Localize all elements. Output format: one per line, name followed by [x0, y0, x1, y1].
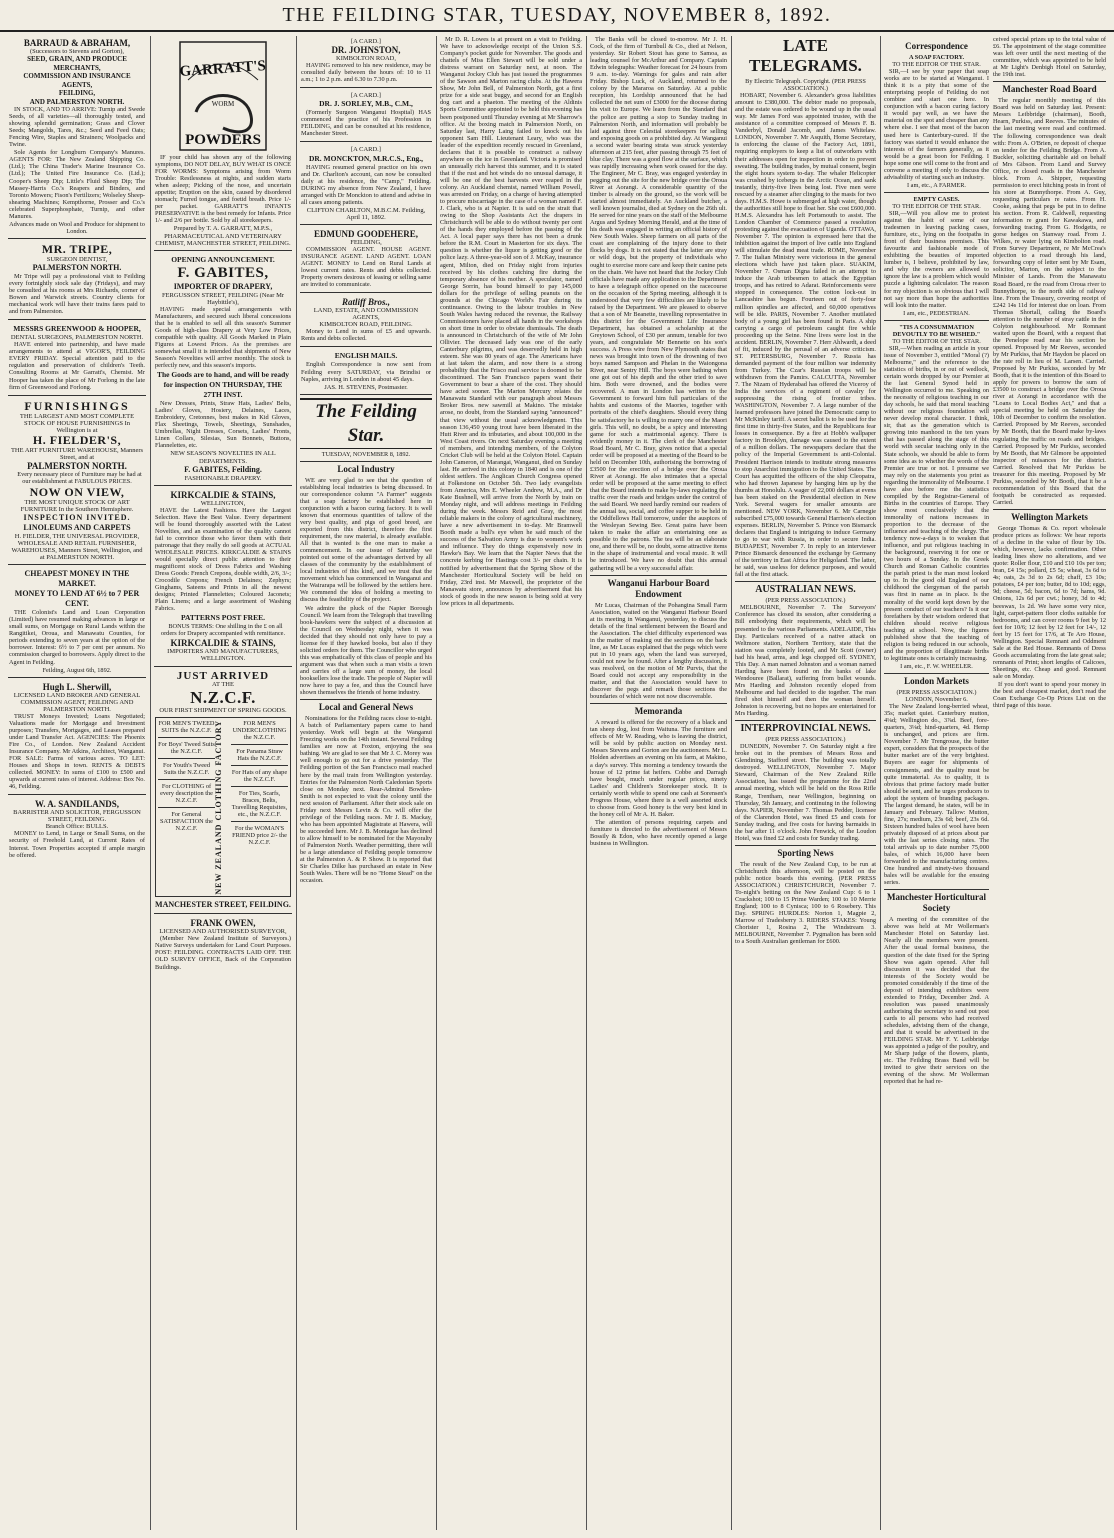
- issue-date: TUESDAY, NOVEMBER 8, 1892.: [321, 450, 411, 458]
- ad-body: THE Colonist's Land and Loan Corporation (Limited) have resumed making advances in large or small sums, on Mortgage on Rural Lands within the Rangitikei, Oroua, and Manawatu Counties, for periods extending to seven years at the option of the borrower. Interest: 6½ to 7 per cent per annum. No commission charged to borrowers. Apply direct to the Agent in Feilding.: [9, 609, 145, 666]
- news-body: Nominations for the Feilding races close to-night. A batch of Parliamentary papers came to hand yesterday. Work will begin at the Wanganui Freezing works on the 14th instant. Several Feilding families are now at Foxton, enjoying the sea bathing. We are glad to see that Mr J. C. Morey was well enough to go out for a drive yesterday. The Feilding portion of the San Francisco mail reached here by the mail train from Wellington yesterday. Entries for the Palmerston North Caledonian Sports close on Monday next. Rear-Admiral Bowden-Smith is not expected to visit the colony until the next session of Parliament. After their stock sale on Friday next Messrs Levin & Co. will offer the privilege of the Feilding races. Mr J. B. Mackay, who has been appointed Magistrate at Hawera, will be succeeded here. Mr J. B. Montague has declined to allow himself to be nominated for the Mayoralty of Palmerston North. Weather permitting, there will be a large attendance of Feilding people tomorrow at the Palmerston A. & P. Show. It is reported that Sir Charles Dilke has purchased an estate in New South Wales. There will be no "Home Stead" on the occasion.: [300, 715, 432, 885]
- news-body: If you don't want to spend your money in the best and cheapest market, don't read the Coan Exchange Co-Op Prices List on the third page of this issue.: [993, 681, 1106, 710]
- column-4: [440, 36, 582, 1530]
- ad-sub: FERGUSSON STREET, FEILDING (Near Mr Haybittle's),: [161, 291, 285, 306]
- section-heading: Memoranda: [590, 703, 727, 717]
- letter-sign: I am, etc., F. W. WHEELER.: [900, 662, 973, 670]
- ad-foot: H. FIELDER, THE UNIVERSAL PROVIDER, WHOLESALE AND RETAIL FURNISHER, WAREHOUSES, Manners Street, Wellington, and at PALMERSTON NORTH.: [11, 533, 143, 562]
- ad-sign: JAS. H. STEVENS, Postmaster.: [324, 383, 408, 391]
- ad-body: COMMISSION AGENT. HOUSE AGENT. INSURANCE AGENT. LAND AGENT. LOAN AGENT. MONEY to Lend on Rural Lands at lowest current rates. Rents and debts collected. Property owners desirous of leasing or selling same are invited to communicate.: [301, 245, 431, 289]
- ad-heading: H. FIELDER'S,: [32, 432, 122, 447]
- ad-sub: LICENSED LAND BROKER AND GENERAL COMMISSION AGENT, FEILDING AND PALMERSTON NORTH.: [13, 691, 141, 713]
- section-heading: London Markets: [884, 673, 989, 687]
- nzcf-table: [155, 717, 291, 898]
- ad-line: AND PALMERSTON NORTH.: [29, 97, 125, 106]
- letter-body: SIR,—When reading an article in your issue of November 3, entitled "Moral (?) Melbourne," and the reference to the statistics of births, in or out of wedlock, certain words dropped by our Premier at the last General Synod held in Wellington occurred to me. Speaking on the necessity of religious teaching in our day schools, he said that moral teaching without our religious foundation will never develop moral character. I think, sir, that as the generation which is growing into manhood in the ten years that has passed along the stage of this world with secular teaching only in the State schools, we should be able to form some idea as to whether the words of the Premier are true or not. I presume we may rely on the statements you print as regarding the immorality of Melbourne. I have also before me the statistics compiled by the Registrar-General of Births in the countries of Europe. They show most conclusively that the immorality of nations increases in proportion to the decrease of the influence and teaching of the clergy. The tendency now-a-days is to weaken that influence, and put religious teaching in the background, reserving it for one or two hours of a Sunday. In the Greek Church and Roman Catholic countries the parish priest is the man most looked up to. In the good old England of our childhood the clergyman of the parish was first in name as in place. Is the morality of the world kept down by the present conduct of our teachers? Is it our forefathers by their wisdom ordered that children should receive religious teaching at school. Now, the figures published show that the teaching of religion is being reduced in our schools, and the proportion of illegitimate births to legitimate ones is certainly increasing.: [884, 344, 989, 662]
- ad-heading: W. A. SANDILANDS,: [35, 799, 119, 810]
- ad-heading: JUST ARRIVED: [176, 669, 270, 682]
- letter-to: TO THE EDITOR OF THE STAR.: [892, 61, 981, 69]
- letter-to: TO THE EDITOR OF THE STAR.: [892, 202, 981, 210]
- ad-heading: DR. JOHNSTON,: [331, 45, 401, 56]
- nzcf-item: FOR MEN'S TWEED SUITS the N.Z.C.F.: [158, 719, 215, 734]
- svg-text:POWDERS: POWDERS: [185, 132, 261, 148]
- ad-sub: OUR FIRST SHIPMENT OF SPRING GOODS.: [159, 706, 287, 714]
- column-2: [154, 36, 292, 1530]
- ad-heading: Ratliff Bros.,: [341, 297, 391, 308]
- ad-sub: BARRISTER AND SOLICITOR, FERGUSSON STREET, FEILDING.: [13, 809, 141, 824]
- news-body: The result of the New Zealand Cup, to be run at Christchurch this afternoon, will be posted on the public notice boards this evening. (PER PRESS ASSOCIATION.) CHRISTCHURCH, November 7. To-night's betting on the New Zealand Cup: 6 to 1 Crackshot; 100 to 15 Prime Warden; 100 to 10 Merrie England; 100 to 8 Cynisca; 100 to 6 Rosebery. This Day. SPRING HURDLES: Norton 1, Magpie 2, Marrow of Tradesberry 3. RIDERS STAKES: Young Chorister 1, Rosina 2, The Windstream 3. MELBOURNE, November 7. Pygmalion has been sold to a South Australian gentleman for £600.: [735, 860, 876, 946]
- ad-heading: EDMUND GOODEHERE,: [313, 228, 418, 239]
- column-6: [735, 36, 876, 1530]
- news-body: DUNEDIN, November 7. On Saturday night a fire broke out in the premises of Messrs Ross and Glendining, Stafford street. The building was totally destroyed. WELLINGTON, November 7. Major Steward, Chairman of the New Zealand Rifle Association, has issued the programme for the 22nd annual meeting, which will be held on the Ross Rifle Range, Trentham, near Wellington, beginning on Thursday, 5th January, and continuing in the following days. NAPIER, November 7. Thomas Pedder, licensee of the Clarendon Hotel, was fined £5 and costs for Sunday trading, and five costs for having barmaids in the bar after 11 o'clock. John Fenwick, of the Loudon Hotel, was fined £2 and costs for Sunday trading.: [735, 743, 876, 842]
- card-label: [A CARD.]: [351, 38, 381, 45]
- ad-heading: CHEAPEST MONEY IN THE MARKET.: [24, 569, 130, 589]
- letter-body: SIR,—Will you allow me to protest against the habit of some of our tradesmen in leaving packing cases, furniture, etc., lying on the footpaths in front of their business premises. This favourite and fashionable mode of exhibiting the beauties of imported lumber is, I believe, prohibited by law, and why the owners are allowed to ignore the law is a problem which would puzzle a lightning calculator. The reason for my objection is so obvious that I will not say more than hope the authorities will look into the matter.: [884, 209, 989, 309]
- section-heading: Manchester Road Board: [993, 81, 1106, 95]
- news-body: MELBOURNE, November 7. The Surveyors' Conference has closed its session, after considering a Bill embodying their requirements, which will be presented to the various Parliaments. ADELAIDE, This Day. Particulars received of a native attack on Weltmore station, Northern Territory, state that the station was completely looted, and Mr Scott (owner) had his head, arms, and legs chopped off. SYDNEY, This Day. A man named Johnston and a woman named Harding have been found on the banks of lake Wendouree (Ballarat), suffering from bullet wounds. Mrs Harding and Johnston recently eloped from Melbourne and had decided to die together. The man fired shot himself and then the woman herself. Johnston is recovering, but no hopes are entertained for Mrs Harding.: [735, 604, 876, 718]
- ad-heading: ENGLISH MAILS.: [334, 351, 398, 361]
- ad-line: SEED, GRAIN, AND PRODUCE MERCHANTS,: [27, 55, 127, 72]
- ad-foot: Feilding, August 6th, 1892.: [42, 666, 112, 674]
- letter-title: EMPTY CASES.: [913, 195, 960, 203]
- section-heading: Wanganui Harbour Board Endowment: [590, 575, 727, 600]
- letter-sign: I am, etc., A FARMER.: [906, 181, 966, 189]
- ad-barraud: [8, 36, 146, 239]
- column-5: [590, 36, 727, 1530]
- ad-sub: AT THE: [212, 680, 234, 688]
- nzcf-item: For General SATISFACTION the N.Z.C.F.: [160, 810, 213, 832]
- letter-title: "TIS A CONSUMMATION DEVOUTLY TO BE WISHED.": [892, 323, 981, 338]
- ad-body: HAVING made special arrangements with Manufacturers, and secured such liberal concessions that he is enabled to sell all this season's Summer Goods of high-class Drapery at Very Low Prices, compatible with quality. All Goods Marked in Plain Figures at Lowest Prices. As the premises are somewhat small it is intended that shipments of New Season's Novelties will arrive monthly. The stock is perfectly new, and this season's imports.: [155, 305, 291, 370]
- section-sub: (PER PRESS ASSOCIATION.): [765, 736, 846, 744]
- ad-money: [8, 567, 146, 677]
- nzcf-item: FOR MEN'S UNDERCLOTHING the N.Z.C.F.: [232, 719, 287, 741]
- column-rule: [436, 36, 437, 1530]
- ad-heading: MR. TRIPE,: [41, 241, 113, 256]
- news-body: George Thomas & Co. report wholesale produce prices as follows: We hear reports of a decline in the value of flour by 10s. which, however, lacks confirmation. Other leading lines show no alterations, and we quote: Roller flour, £10 and £10 10s per ton; bran, £4 15s; pollard, £5 5s; wheat, 3s 6d to 4s; oats, 2s 3d to 2s 6d; chaff, £3 10s; potatoes, £4 per ton; butter, 8d to 10d; eggs, 9d; cheese, 5d; bacon, 6d to 7d; hams, 9d. Onions, 12s 6d per cwt.; honey, 3d to 4d; beeswax, 1s 2d. We have some very nice, light, carpet-pattern floor cloths suitable for bedrooms, and can cover rooms 9 feet by 12 feet for 10/6; 12 feet by 12 feet for 14/-, 12 feet by 15 feet for 17/6, at Te Aro House, Wellington. Special Remnant and Oddment Sale at the Red House. Remnants of Dress Goods accumulating from the late great sale; remnants of Print; short lengths of Calicoes, Sheetings, etc. Cheap and good. Remnant sale on Monday.: [993, 525, 1106, 680]
- ad-heading: KIRKCALDIE & STAINS,: [170, 489, 276, 500]
- ad-foot: Advances made on Wool and Produce for shipment to London.: [9, 220, 145, 235]
- ad-heading: FRANK OWEN,: [190, 918, 256, 929]
- ad-body: HAVING resumed general practice on his own and Dr. Charlton's account, can now be consulted daily at his residence, the "Camp," Feilding. DURING my absence from New Zealand, I have arranged with Dr Monckton to attend and advise in all cases among patients.: [301, 163, 431, 206]
- editorial-heading: Local Industry: [300, 461, 432, 475]
- letter-title: A SOAP FACTORY.: [908, 54, 965, 61]
- column-rule: [296, 36, 297, 1530]
- page-masthead: THE FEILDING STAR, TUESDAY, NOVEMBER 8, 1892.: [0, 0, 1114, 32]
- news-body: HOBART, November 6. Alexander's gross liabilities amount to £380,000. The debtor made no proposals, and the estate was ordered to be wound up in the usual way. Mr James Ford was appointed trustee, with the assistance of a committee composed of Messrs F. B. Vanderbyl, Donald Jacomb, and James Whitelaw. LONDON, November 7. Mr Asquith, Home Secretary, is enforcing the clause of the Factory Act, 1891, requiring employers to keep a list of outworkers with their addresses open for inspection in order to prevent sweating. The building trades, by mutual consent, begin the eight hours system to-day. The whaler Helicopter was crushed by icebergs in the Arctic Ocean, and sank instantly, thirty-five lives being lost. Five men were rescued by a steamer after clinging to the masts for two days. H.M.S. Howe is submerged at high water, though the authorities still hope to float her. She cost £600,000. H.M.S. Alexandra has left Portsmouth to assist. The London Chamber of Commerce passed a resolution protesting against the evacuation of Uganda. OTTAWA, November 7. The opinion is expressed here that the inhibition against the import of live cattle into England will stimulate the dead meat trade. ROME, November 7. The Italian Ministry were victorious in the general elections which have just taken place. SUAKIM, November 7. Osman Digna failed in an attempt to induce the Arab tribesmen to attack the Egyptian troops, and has retired to Adarat. Reinforcements were stopped in consequence. The cotton lock-out in Lancashire has begun. Fourteen out of forty-four million spindles are affected, and 60,000 operatives will be idle. PARIS, November 7. Another mutilated body of a young girl has been found in Paris. A ship carrying a cargo of petroleum caught fire while proceeding up the Seine. Nine lives were lost in the accident. BERLIN, November 7. Herr Ahlwardt, a deed of fit, induced by the perusal of an adverse criticism. ST. PETERSBURG, November 7. Russia has demanded payment of the four million war indemnity from Turkey. The Czar's Russian troops will be withdrawn from the Pamirs. CALCUTTA, November 7. The Nizam of Hyderabad has offered the Viceroy of India the services of a regiment of cavalry for suppressing the rising of frontier tribes. WASHINGTON, November 7. A large number of the learned professors have joined the Democratic camp to Mr McKinley tariff. A secret ballot is to be used for the first time in thirty-five States, and the Republicans fear losses in consequence. By a fire at Hobb's wallpaper factory in Brooklyn, damage was caused to the extent of a million dollars. The newspapers declare that the policy of the Imperial Government is anti-Colonial. President Harrison intends to institute strong measures to stop Anarchist immigration to the United States. The Court has acquitted the officers of the ship Cleopatra, who had thrown Japanese by hanging him up by the thumbs at Honolulu. A wager of 22,000 dollars at evens has been staked on the Presidential election in New York. Several wagers for smaller amounts are mentioned. NEW YORK, November 6. Mr Carnegie subscribed £75,000 towards General Harrison's election expenses. BERLIN, November 5. Prince von Bismarck declares that England is intriguing to induce Germany to go to war with Russia, in order to secure India. BUDAPEST, November 7. In reply to an interviewer Prince Bismarck denounced the exchange by Germany of the territory in East Africa for Heligoland. The latter, he said, was useless for defence purposes, and would fall at the first attack.: [735, 92, 876, 579]
- ad-sandilands: [8, 797, 146, 862]
- ad-foot: MANCHESTER STREET, FEILDING.: [155, 900, 291, 910]
- ad-sub: SURGEON DENTIST,: [46, 255, 108, 263]
- ad-body: (Formerly Surgeon Wanganui Hospital) HAS commenced the practice of his Profession in FEILDING, and can be consulted at his residence, Manchester Street.: [301, 109, 431, 138]
- column-rule: [150, 36, 151, 1530]
- ad-sub: IMPORTERS AND MANUFACTURERS, WELLINGTON.: [167, 648, 279, 663]
- ad-sub: MONEY TO LEND AT 6½ to 7 PER CENT.: [14, 589, 140, 609]
- ad-body: IF your child has shown any of the following symptoms, DO NOT DELAY, BUY WHAT IS ONCE FOR WORMS: Symptoms arising from Worm Trouble: Restlessness at nights, and sudden starts when asleep; Picking of the nose, and uncertain appetite; Eruption on the skin, caused by disordered stomach; Furred tongue, and foetid breath. Price 1/- per packet. GARRATT'S INFANTS PRESERVATIVE is the best remedy for Infants. Price 1/- and 2/6 per bottle. Sold by all storekeepers.: [155, 154, 291, 225]
- ad-foot: Prepared by T. A. GARRATT, M.P.S., PHARMACEUTICAL AND VETERINARY CHEMIST, MANCHESTER STREET, FEILDING.: [155, 225, 291, 247]
- ad-heading: NOW ON VIEW,: [29, 484, 125, 499]
- nzcf-item: For Boys' Tweed Suits the N.Z.C.F.: [158, 740, 215, 755]
- ad-body: Every necessary piece of Furniture may be had at our establishment at FABULOUS PRICES.: [17, 470, 142, 485]
- svg-text:GARRATT'S: GARRATT'S: [179, 58, 267, 81]
- ad-sub: OPENING ANNOUNCEMENT.: [171, 254, 275, 264]
- ad-body: BONUS TERMS: One shilling in the £ on all orders for Drapery accompanied with remittance.: [160, 623, 286, 638]
- ad-body: MONEY to Lend, in Large or Small Sums, on the security of Freehold Land, at Current Rates of Interest. Town Properties accepted if ample margin be offered.: [9, 830, 145, 859]
- ad-body: Money to Lend in sums of £5 and upwards. Rents and debts collected.: [301, 328, 431, 343]
- ad-line: COMMISSION AND INSURANCE AGENTS,: [23, 72, 131, 89]
- news-body: ceived special prizes up to the total value of £6. The appointment of the stage committee was left over until the next meeting of the committee, which was appointed to be held at Mr Light's Denbigh Hotel on Saturday, the 19th inst.: [993, 36, 1106, 79]
- ad-greenwood: [8, 322, 146, 395]
- nzcf-vertical-label: NEW ZEALAND CLOTHING FACTORY: [214, 719, 223, 895]
- ad-heading: MESSRS GREENWOOD & HOOPER,: [13, 324, 141, 334]
- ad-sub: THE MOST UNIQUE STOCK OF ART FURNITURE In the Southern Hemisphere.: [20, 498, 134, 513]
- column-rule: [731, 36, 732, 1530]
- news-body: Mr D. R. Lowes is at present on a visit to Feilding. We have to acknowledge receipt of the Union S.S. Company's pocket guide for November. The goods and chattels of Miss Ellen Stewart will be sold under a distress warrant on Saturday next, at noon. The Wanganui Jockey Club has just issued the programmes of the Sawson and Marton racing clubs. At the Hawera Show, Mr John Bell, of Palmerston North, got a first prize for a side seat buggy, and second for an English dog cart and a phaeton. The meeting of the Aldinis Sports Committee appointed to be held this evening has been postponed until Thursday evening at Mr Sharrow's office. At the boxing match in Palmerston North, on Saturday last, Harry Laing failed to knock out his opponent Sam Hill. Lieutenant Leary, who was the leader of the expedition recently rescued in Greenland, declares that it is possible to construct a railway anywhere on the ice in Greenland. Victoria is promised an unusually rich harvest this summer, and it is stated that if the rust and hot winds do no unusual damage, it will be one of the best harvests ever reaped in the colony. An Auckland chemist, named William Powell, was arrested on Friday, on a charge of having attempted to procure miscarriage in the case of a woman named F. J. Clark, who is at Napier. It is said on the strait that owing to the Shop Assistants Act the drapers in Christchurch will be able to do without twenty per cent of the hands they employed before the passing of the Act. A local paper says there has not been a drunk before the R.M. Court in Masterton for six days. The question is whether the liquor is getting good or the police lazy. A three-year-old son of J. McKay, insurance agent, Milton, died on Friday night from injuries received by his clothes catching fire during the temporary absence of his mother. A speculator, named George Sorrin, has bound himself to pay 145,000 dollars for the privilege of selling peanuts on the grounds at the Chicago World's Fair during its continuance. Owing to the labour troubles in New South Wales having reduced the revenue, the Railway Commissioners have placed all hands in the workshops on short time in order to obviate dismissals. The death is announced in Christchurch of the wife of Mr John Ollivier. The deceased lady was one of the early Canterbury pilgrims, and was deservedly held in high esteem. She was 80 years of age. The Americans have at last taken the alarm, and now there is a strong probability that the Frisco mail service is doomed to be discontinued. The San Francisco papers want their Government to bear a share of the cost. They should have acted sooner. The Marton Mercury relates the Manawatu Standard with our paragraph about Messrs Broker Bros. new sawmill at Makino. The mistake arose, no doubt, from the Standard saying "announced" that view without the usual acknowledgment. This season 136,450 young trout have been liberated in the Hutt River and its tributaries, and about 100,000 in the West Coast rivers. On next Saturday evening a meeting of members, and intending members, of the Colyton Cricket Club will be held at the Colyton Hotel. Captain John Cameron, of Marangai, Wanganui, died on Sunday last. He arrived in this colony in 1840 and is one of the oldest settlers. The Anglican Church Congress opened at Folkestone on October 5th. Two lady evangelists from America, Mrs E. Wheeler Andrew, M.A., and Dr Kate Bushnell, will arrive from the North by train on Monday night, and will address meetings in Feilding during the week. Messrs Reid and Gray, the most reliable makers in the colony of agricultural machinery, have a new advertisement in to-day. Mr Bramwell Booth made a bull's eye when he said much of the success of the Salvation Army is due to women's work and influence. They do things expensively now in Hawke's Bay. We learn that the Napier News that the concrete kerbing for Hastings cost 3/- per chain. It is notified by advertisement that the Spring Show of the Manchester Horticultural Society will be held on Friday, 23rd inst. Mr Maxwell, the proprietor of the Manawatu store, announces by advertisement that his stock of goods in the new season is being sold at very low prices in all departments.: [440, 36, 582, 607]
- ad-sub: FEILDING,: [350, 238, 382, 246]
- nzcf-item: For CLOTHING of every description the N.Z.C.F.: [160, 782, 213, 804]
- ad-tripe: [8, 241, 146, 320]
- ad-fielder: [8, 398, 146, 566]
- section-heading: Wellington Markets: [993, 509, 1106, 523]
- nzcf-left: [158, 720, 215, 895]
- card-label: [A CARD.]: [351, 92, 381, 100]
- section-heading: Correspondence: [905, 41, 968, 51]
- ad-goodehere: [300, 227, 432, 293]
- section-heading: LATE TELEGRAMS.: [749, 36, 862, 75]
- ad-heading: FURNISHINGS: [24, 398, 130, 413]
- newspaper-nameplate: The Feilding Star.: [300, 398, 432, 449]
- news-body: The New Zealand long-berried wheat, 35s; market quiet. Canterbury mutton, 4⅛d; Wellington do., 3⅞d. Beef, fore-quarters, 3⅛d; hind-quarters, 4d. Hemp is unchanged, and prices are firm. November 7. Mr Trengrouse, the butter expert, considers that the prospects of the butter market are of the very brightest. Buyers are eager for shipments of consignments, and the quality must be quite immaterial. As to quality, it is obvious that prime factory made butter should be sent, and he urges producers to adopt the system of branding packages. The largest demand, he states, will be in January and February. Tallow: Mutton, fine, 27s; medium, 23s 6d; beef, 23s 6d. Sixteen hundred bales of wool have been privately disposed of at prices about par with the last series closing rates. The total arrivals up to date number 75,000 bales, of which 16,000 have been forwarded to the manufacturing centres. One hundred and ninety-two thousand bales will be available for the ensuing series.: [884, 703, 989, 887]
- ad-sub: THE ART FURNITURE WAREHOUSE, Manners Street, and at: [10, 446, 144, 461]
- ad-body: English Correspondence is now sent from Feilding every SATURDAY, via Brindisi or Naples, arriving in London in about 45 days.: [301, 361, 431, 383]
- news-body: Mr Lucas, Chairman of the Pohangina Small Farm Association, waited on the Wanganui Harbour Board at its meeting in Wanganui, yesterday, to discuss the details of the final settlement between the Board and the Association. The chief difficulty experienced was in the matter of making out the sections on the back line, as Mr Lucas explained that the pegs which were put in 10 years ago, when the land was surveyed, could not now be found. After a lengthy discussion, it was resolved, on the motion of Mr Purvis, that the Board could not accept any responsibility in the matter, and that the Association would have to discover the pegs and remark those sections the boundaries of which were not now discoverable.: [590, 601, 727, 701]
- editorial-body: We admire the pluck of the Napier Borough Council. We learn from the Telegraph that travelling book-hawkers were the subject of a discussion at the Council on Wednesday night, when it was decided that they should not only have to pay a license fee if they hawked books, but also if they solicited orders for them. The Councillor who urged this was emphatically of this class of people and his argument was that when such a man visits a town and carries off a large sum of money, the local booksellers lose the trade. The people of Napier will now have to pay a fee, and thus the Council have shown themselves the friends of home industry.: [300, 604, 432, 697]
- nzcf-item: For the WOMAN'S FRIEND price 2/- the N.Z.C.F.: [232, 824, 287, 846]
- section-heading: Sporting News: [735, 845, 876, 859]
- ad-sub: THE LARGEST AND MOST COMPLETE STOCK OF HOUSE FURNISHINGS In Wellington is at: [19, 412, 135, 434]
- letter-to: TO THE EDITOR OF THE STAR.: [892, 337, 981, 345]
- ad-nzcf: [154, 669, 292, 915]
- section-heading: AUSTRALIAN NEWS.: [735, 581, 876, 595]
- ad-sub: KIMBOLTON ROAD,: [336, 55, 396, 63]
- ad-body: HAVE entered into partnership, and have made arrangements to attend at VIGOR'S, FEILDING EVERY FRIDAY. Special attention paid to the regulation and preservation of children's Teeth. Consulting Rooms at Mr Garratt's, Chemist. Mr Hooper has taken the place of Mr Forlong in the late firm of Greenwood and Forlong.: [9, 341, 145, 391]
- ad-sub: LAND, ESTATE, AND COMMISSION AGENTS,: [313, 307, 419, 322]
- card-johnston: [300, 36, 432, 88]
- column-rule: [586, 36, 587, 1530]
- ad-sub: DENTAL SURGEONS, PALMERSTON NORTH.: [10, 334, 144, 342]
- ad-heading: BARRAUD & ABRAHAM,: [23, 38, 131, 48]
- ad-owen: [154, 916, 292, 974]
- ad-sub: FASHIONABLE DRAPERY.: [184, 474, 262, 482]
- ad-heading: DR. J. SORLEY, M.B., C.M.,: [319, 99, 413, 109]
- ad-ratliff: [300, 295, 432, 347]
- ad-gabites: [154, 253, 292, 486]
- ad-body: (Member New Zealand Institute of Surveyors.) Native Surveys undertaken for Land Court Purposes. POST: FEILDING. CONTRACTS LAID OFF. THE OLD SURVEY OFFICE, Back of the Corporation Buildings.: [155, 935, 291, 971]
- news-body: The attention of persons requiring carpets and furniture is directed to the advertisement of Messrs Bossily & Edon, who have recently opened a large business in Wellington.: [590, 818, 727, 848]
- news-body: A meeting of the committee of the above was held at Mr Wollerman's Manchester Hotel on Saturday last. Nearly all the members were present. After the usual formal business, the question of the date fixed for the Spring Show was again opened. After full discussion it was decided that the interests of the Society would be promoted considerably if the time of the deposit of intending exhibitors were extended to Friday, December 2nd. A resolution was passed unanimously authorising the secretary to send out post cards to all persons who had received schedules, advising them of the change, and that it would be advertised in the FEILDING STAR. Mr F. Y. Leibbridge was appointed a judge of the poultry, and Mr Sharp judge of the flowers, plants, etc. The Feilding Brass Band will be invited to give their services on the evening of the show. Mr Wollerman reported that he had re-: [884, 916, 989, 1086]
- nzcf-right: [231, 720, 288, 895]
- ad-body: HAVE the Latest Fashions. Have the Largest Selection. Have the Best Value. Every department will be found thoroughly assorted with the Latest Novelties, and an examination of the quality cannot fail to convince those who favor them with their patronage that they really do sell goods at ACTUAL WHOLESALE PRICES. KIRKCALDIE & STAINS would specially direct public attention to their magnificent stock of Dress Fabrics and Washing Dress Goods: French Crepons, double width, 2/6, 3/-; Crocodile Crepons; French Delaines; Zephyrs; Ginghams, Sateens and Prints in all the newest designs; Printed Flannelettes; Coloured Jaconets; Plain Linens; and a large assortment of Washing Fabrics.: [155, 506, 291, 613]
- ad-heading: N.Z.C.F.: [190, 687, 256, 707]
- ad-heading: F. GABITES,: [177, 264, 269, 281]
- news-body: The regular monthly meeting of this Board was held on Saturday last. Present: Messrs Leibbridge (chairman), Booth, Hearn, Purkiss, and Reeves. The minutes of the last meeting were read and confirmed. The following correspondence was dealt with: From A. O'Brien, re deposit of cheque on tender for the Feilding Bridge. From A. Buckler, soliciting charitable aid on behalf of Mrs Gibson. From Land and Survey Office, re closed roads in the Manchester block. From A. Shipper, requesting permission to erect hitching posts in front of his store at Bunnythorpe. From A. Guy, requesting particulars re rates. From H. Cooke, asking that pegs be put in to define his section. From R. Caldwell, requesting information re grant for Kawakawa, and forwarding tracing. From G. Hodgetts, re gorse hedges on Stanway road. From J. Wilkes, re water lying on Kimbolton road. From Survey Department, re Mr McCrea's objection to a road through his land, forwarding copy of letter sent by Mr Esam, solicitor, Marton, on the subject to the Minister of Lands. From the Manawatu Road Board, re the road from Oroua river to Bunnythorpe, to the north side of railway line. From the Treasury, covering receipt of £242 14s 11d for interest due on loan. From Thomas Shortall, calling the Board's attention to the number of stray cattle in the Colyton neighbourhood. Mr Romnant waited upon the Board, with a request that the Penelope road near his section be opened. Proposed by Mr Reeves, seconded by Mr Purkiss, that Mr Haydon be placed on the rate roll in lieu of M. Larsen. Carried. Proposed by Mr Purkiss, seconded by Mr Booth, that it is the intention of this Board to apply for powers to borrow the sum of £3500 to construct a bridge over the Oroua river at Aorangi in accordance with the "Loans to Local Bodies Act," and that a special meeting be held on Saturday the 10th of December to confirm the resolution. Carried. Proposed by Mr Reeves, seconded by Mr Booth, that the Board make by-laws regulating the traffic on roads and bridges. Carried. Proposed by Mr Purkiss, seconded by Mr Booth, that Mr Gilmore be appointed inspector of nuisances for the district. Carried. Resolved that Mr Purkiss be treasurer for this meeting. Proposed by Mr Purkiss, seconded by Mr Booth, that it be a recommendation of this Board that the footpath be constructed as requested. Carried.: [993, 97, 1106, 506]
- ad-kirkcaldie: [154, 488, 292, 667]
- column-8: [993, 36, 1106, 1530]
- card-label: [A CARD.]: [351, 146, 381, 154]
- ad-sub: NEW SEASON'S NOVELTIES IN ALL DEPARTMENTS.: [170, 450, 276, 465]
- ad-sub: WELLINGTON,: [200, 499, 246, 507]
- svg-text:WORM: WORM: [211, 100, 235, 108]
- ad-heading: DR. MONCKTON, M.R.C.S., Eng.,: [308, 153, 424, 163]
- card-monckton: [300, 144, 432, 224]
- section-sub: (PER PRESS ASSOCIATION.) LONDON, November 6.: [896, 688, 977, 704]
- section-heading: Manchester Horticultural Society: [884, 889, 989, 914]
- ad-sub: The Goods are to hand, and will be ready for inspection ON THURSDAY, THE 27TH INST.: [156, 370, 290, 400]
- section-sub: By Electric Telegraph. Copyright. (PER PRESS ASSOCIATION.): [745, 78, 866, 93]
- column-3: [300, 36, 432, 1530]
- section-sub: (PER PRESS ASSOCIATION.): [765, 597, 846, 605]
- ad-sub: KIMBOLTON ROAD, FEILDING.: [319, 321, 413, 329]
- ad-sign: CLIFTON CHARLTON, M.B.C.M. Feilding, April 11, 1892.: [306, 206, 426, 221]
- ad-line: FEILDING,: [58, 89, 96, 98]
- ad-sub: PATTERNS POST FREE.: [181, 613, 265, 623]
- ad-body: Mr Tripe will pay a professional visit to Feilding every fortnightly stock sale day (Fridays), and may be consulted at his rooms at Mrs Richards, corner of Bowen and Warwick streets. Country clients for mechanical work will have their trains fares paid to and from Palmerston.: [9, 272, 145, 316]
- ad-sub: LICENSED AND AUTHORISED SURVEYOR,: [159, 928, 287, 936]
- letter-sign: I am, etc., PEDESTRIAN.: [903, 309, 970, 317]
- notice-mails: [300, 349, 432, 394]
- letter-body: SIR,—I see by your paper that soap works are to be started at Wanganui. I think it is a pity that some of the enterprising people of Feilding do not combine and start one here. In conjunction with a bacon curing factory it would pay well, as we have the material on the spot and cheaper than any where else. I see that most of the bacon used here is Canterbury-cured. If the factory was started it would enhance the interests of the farmers generally, as it would be a great boon for Feilding. I hope some one will come to the front and convene a meeting if only to discuss the advisability of starting such an industry.: [884, 68, 989, 181]
- ad-sherwill: [8, 680, 146, 796]
- garratt-worm-powders-logo: [178, 40, 268, 152]
- section-heading: Local and General News: [300, 699, 432, 713]
- news-body: The Banks will be closed to-morrow. Mr J. H. Cock, of the firm of Turnbull & Co., died at Nelson, yesterday. Sir Robert Stout has gone to Samoa, as leading counsel for McArthur and Company. Captain Edwin telegraphs: Weather forecast for 24 hours from 9 a.m. to-day. Warnings for gales and rain after Friday. Bishop Luck, of Auckland, returned to the colony by the Mararoa on Saturday. At a public reception, his Lordship announced that he had collected the net sum of £3000 for the diocese during his visit to Europe. We learn from the Standard that the police are putting a stop to Sunday trading in Palmerston North, and information will probably be laid against three Celestial storekeepers for selling and exposing goods on a prohibited day. At Wanganui a second water bearing strata was struck yesterday afternoon at 215 feet, after passing through 75 feet of blue clay. There was a good flow at the surface, which was rapidly increasing when work ceased for the day. The Engineer, Mr C. Bray, was engaged yesterday in pegging out the site for the new bridge over the Oroua River at Aorangi. A considerable quantity of the timber is already on the ground, so the work will be started almost immediately. An Auckland butcher, a well known journalist, died at Sydney on the 26th ult. He served for nine years on the staff of the Melbourne Argus and Sydney Morning Herald, and at the time of his death was engaged in writing an official history of New South Wales. Sheep farmers on all parts of the coast are complaining of the injury done to their flocks by dogs. It is not stated that the latter are stray or wild dogs, but the property of individuals who ought to exercise more care and keep their canine pets on the chain. We have not heard that the Jockey Club officials have made any application to the Department to have a telegraph office opened on the racecourse on the occasion of the Spring meeting, although it is understood that very few difficulties are likely to be raised by the Department. We are pleased to observe that a son of Mr Beanette, travelling representative in this district for the Government Life Insurance Department, has obtained a scholarship at the Greytown School, of £30 per annum, tenable for two years, and congratulate Mr Bennette on his son's success. A Press wire from New Plymouth states that news was brought into town of the drowning of two boys named Sampson and Phelan in the Waiongona River, near Sentry Hill. The boys were bathing when one got out of his depth and the other tried to save him. Both were drowned, and the bodies were recovered. A man in London has written to the Government to forward him full particulars of the habits and customs of the Maories, together with portraits of the chief's daughters. Should every thing be satisfactory he is willing to marry one of the Maori girls. This will, no doubt, be a spicy and interesting game for such a matrimonial agency. There is evidently money in it. The clerk of the Manchester Road Board, Mr C. Bray, gives notice that a special order will be proposed at a meeting of the Board to be held on December 10th, authorising the borrowing of £3500 for the erection of a bridge over the Oroua River at Aorangi. He also intimates that a special order will be proposed at the same meeting to effect that the Board intends to make by-laws regulating the traffic over the roads and bridges under the control of the said Board. We need hardly remind our readers of the annual tea, social, and coffee supper to be held in the Oddfellows Hall tomorrow, under the auspices of the Wesleyan Sewing Bee. Great pains have been taken to make the affair an entertaining one as possible to the patrons. The tea will be an elaborate one, and there will be, no doubt, some attractive items in the shape of instrumental and vocal music. It will be introduced. We have no doubt that this annual gathering will be a very successful affair.: [590, 36, 727, 572]
- card-sorley: [300, 90, 432, 142]
- column-1: [8, 36, 146, 1530]
- ad-garratt: [154, 36, 292, 251]
- ad-heading: KIRKCALDIE & STAINS,: [170, 638, 276, 649]
- nzcf-item: For Panama Straw Hats the N.Z.C.F.: [236, 747, 283, 762]
- ad-heading: Hugh L. Sherwill,: [42, 681, 112, 692]
- section-heading: INTERPROVINCIAL NEWS.: [735, 720, 876, 734]
- ad-body: Sole Agents for Longburn Company's Manures. AGENTS FOR: The New Zealand Shipping Co. (Ltd.); The China Trader's Marine Insurance Co. (Ltd.); The United Fire Insurance Co. (Ltd.); Cooper's Sheep Dip; Little's Fluid Sheep Dip; The Massey-Harris Co.'s Reapers and Binders, and Toronto Mowers; Fison's Fertilizers; Wolseley Sheep-shearing Machines; Kempthorne, Prosser and Co.'s celebrated Superphosphate, Turnip, and other Manures.: [9, 149, 145, 220]
- nzcf-item: For Hats of any shape the N.Z.C.F.: [231, 768, 288, 783]
- nzcf-item: For Youth's Tweed Suits the N.Z.C.F.: [163, 761, 210, 776]
- nzcf-item: For Ties, Scarfs, Braces, Belts, Travelling Requisites, etc., the N.Z.C.F.: [231, 789, 288, 818]
- ad-body: HAVING removed to his new residence, may be consulted daily between the hours of: 10 to 11 a.m.; 1 to 2 p.m. and 6.30 to 7.30 p.m.: [301, 62, 431, 84]
- ad-sub: PALMERSTON NORTH.: [32, 262, 122, 272]
- ad-body: TRUST Moneys Invested; Loans Negotiated; Valuations made for Mortgage and Investment purposes; Transfers, Mortgages, and Leases prepared under Land Transfer Act. AGENCIES: The Phoenix Fire Co., of London. New Zealand Accident Insurance Company. Mr Atkins, Architect, Wanganui. FOR SALE: Farms of various acres. TO LET: Houses and Shops in town. RENTS & DEBTS collected. MONEY: In sums of £100 to £500 and upwards at current rates of interest. Address: Box No. 46, Feilding.: [9, 712, 145, 791]
- news-body: A reward is offered for the recovery of a black and tan sheep dog, lost from Waituna. The furniture and effects of Mr W. Reading, who is leaving the district, will be sold by public auction on Monday next. Messrs Stevens and Gorton are the auctioneers. Mr L. Holden advertises an evening on his farm, at Makino, a day's survey. This morning a tendency towards the house of 12 prime fat heifers. Cobbe and Darragh have bought, much under regular prices, ninety Ladies' and Children's Storekeeper stock. It is certainly worth while to spend one cash at Sorensen's Progress House, where there is a well assorted stock to choose from. Good honey is the very best kind in the honey cell of Mr A. H. Baker.: [590, 719, 727, 818]
- ad-sub: LINOLEUMS AND CARPETS: [23, 523, 131, 533]
- ad-sub: INSPECTION INVITED.: [23, 513, 131, 523]
- ad-sub: IMPORTER OF DRAPERY,: [173, 281, 273, 291]
- ad-sign: F. GABITES, Feilding.: [184, 464, 262, 474]
- editorial-body: WE are very glad to see that the question of establishing local industries is being discussed. In our correspondence column "A Farmer" suggests that a soap factory be established here in conjunction with a bacon curing factory. It is well known that enormous quantities of tallow of the very best quality, and pigs of good breed, are exported from this district, therefore the first requirement, the raw material, is already available. All that is wanted is the one man to make a commencement. In our issue of Saturday we pointed out some of the advantages derived by all classes of the community by the establishment of local industries of this kind, and we trust that the movement which has commenced in Wanganui and the Wairarapa will be followed by the settlers here. We commend the idea of holding a meeting to discuss the feasibility of the project.: [300, 476, 432, 604]
- column-rule: [880, 36, 881, 1530]
- column-7: [884, 36, 989, 1530]
- ad-sub: PALMERSTON NORTH.: [27, 460, 127, 471]
- ad-body: IN STOCK, AND TO ARRIVE: Turnip and Swede Seeds, of all varieties—all thoroughly tested, and showing splendid germination; Grass and Clover Seeds; Mangolds, Tares, &c.; Seed and Feed Oats; Fencing Wire, Staples and Strainers; Woolpacks and Twine.: [9, 106, 145, 149]
- ad-sub: (Successors to Stevens and Gorton),: [29, 48, 125, 55]
- ad-body: New Dresses, Prints, Straw Hats, Ladies' Belts, Ladies' Gloves, Hosiery, Delaines, Laces, Embroidery, Cretonnes, best makes in Kid Gloves, Flax Sheetings, Towels, Sheetings, Sunshades, Umbrellas, Night Dresses, Corsets, Ladies' Fronts, Linen Collars, Silesias, Sun Bonnets, Buttons, Flannelettes, etc.: [155, 400, 291, 450]
- ad-sub: Branch Office: BULLS.: [45, 823, 109, 831]
